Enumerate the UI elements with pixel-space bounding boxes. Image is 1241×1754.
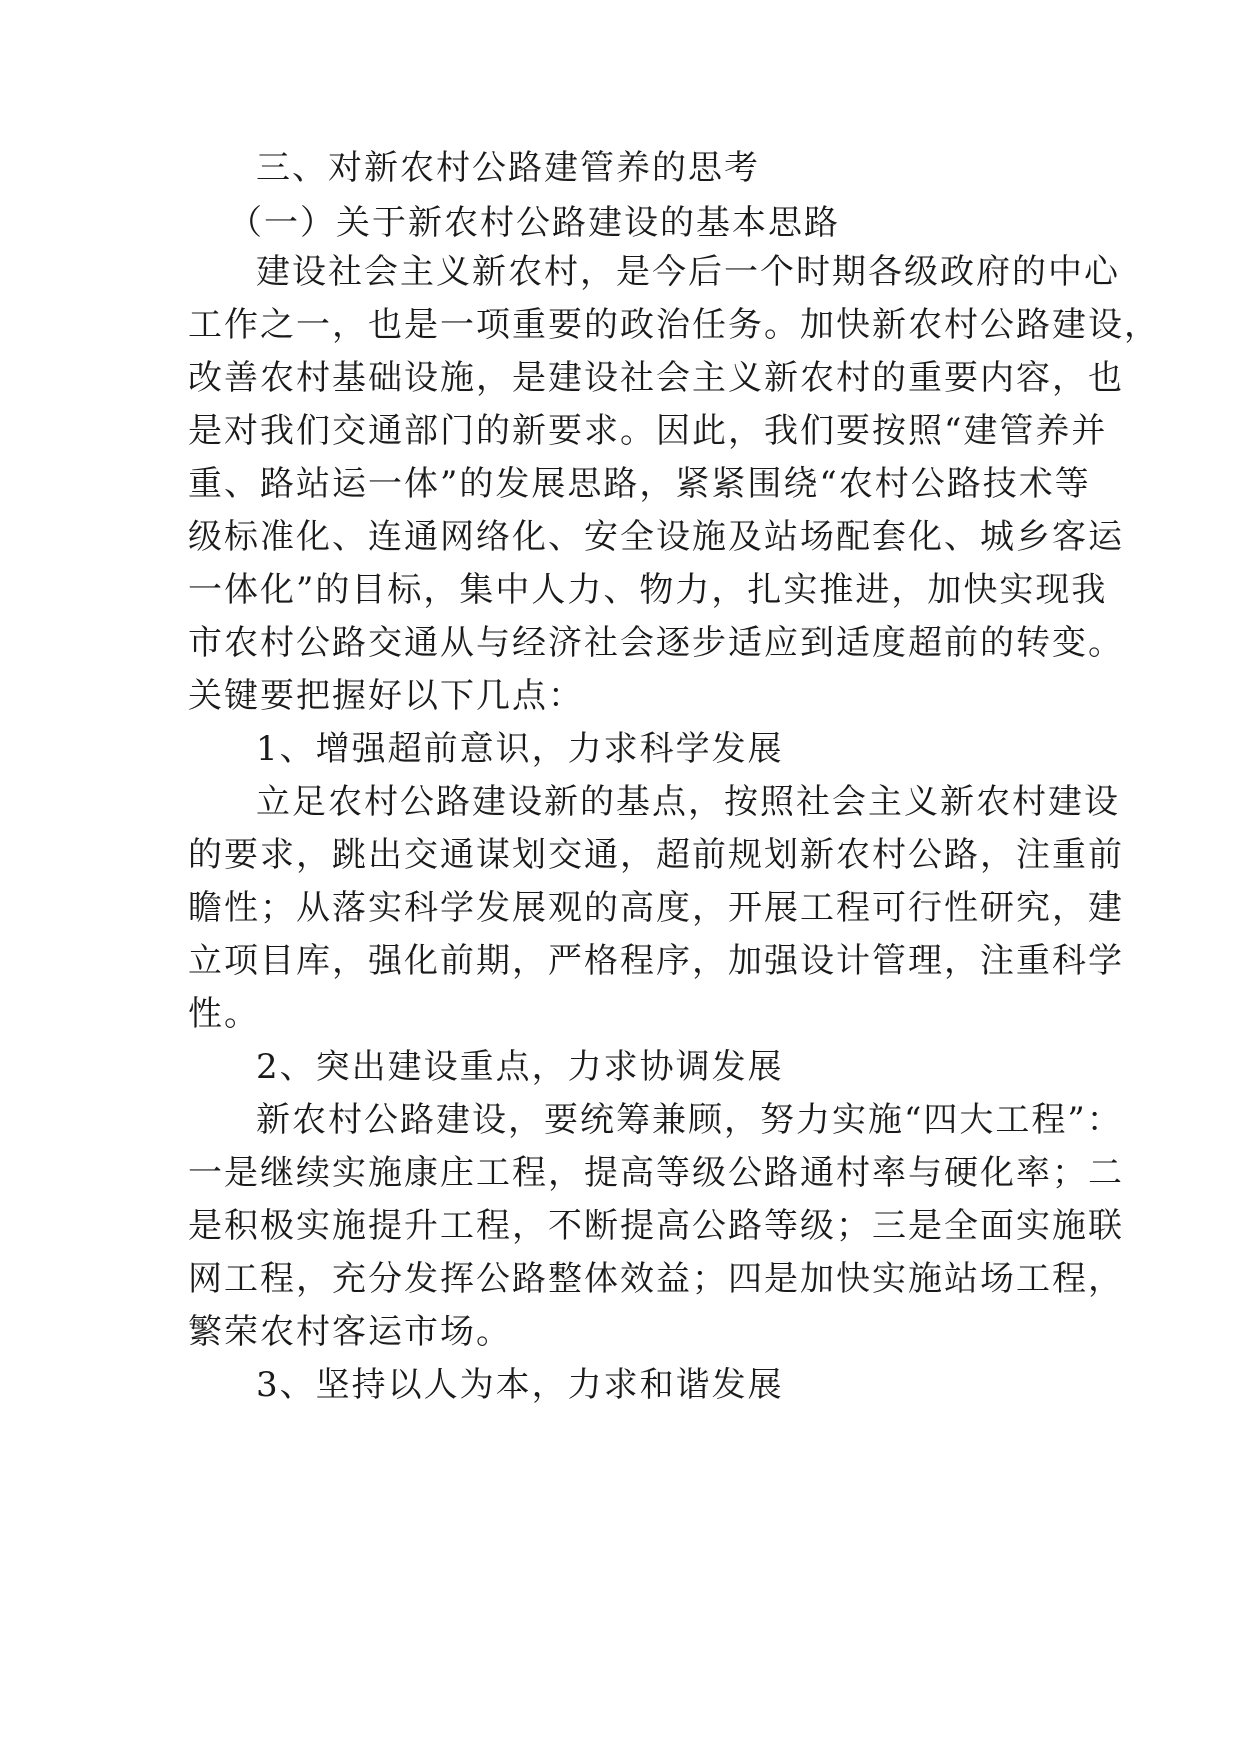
- paragraph-line: 建设社会主义新农村，是今后一个时期各级政府的中心: [256, 252, 1120, 292]
- point-title: 2、突出建设重点，力求协调发展: [256, 1047, 784, 1087]
- section-heading: 三、对新农村公路建管养的思考: [256, 148, 760, 188]
- paragraph-line: 一是继续实施康庄工程，提高等级公路通村率与硬化率；二: [188, 1153, 1124, 1193]
- paragraph-line: 是对我们交通部门的新要求。因此，我们要按照“建管养并: [188, 411, 1108, 451]
- paragraph-line: 立足农村公路建设新的基点，按照社会主义新农村建设: [256, 782, 1120, 822]
- paragraph-line: 级标准化、连通网络化、安全设施及站场配套化、城乡客运: [188, 517, 1124, 557]
- paragraph-line: 关键要把握好以下几点：: [188, 676, 584, 716]
- paragraph-line: 性。: [188, 994, 260, 1034]
- paragraph-line: 网工程，充分发挥公路整体效益；四是加快实施站场工程，: [188, 1259, 1124, 1299]
- subsection-heading: （一）关于新农村公路建设的基本思路: [228, 203, 840, 243]
- paragraph-line: 市农村公路交通从与经济社会逐步适应到适度超前的转变。: [188, 623, 1124, 663]
- paragraph-line: 重、路站运一体”的发展思路，紧紧围绕“农村公路技术等: [188, 464, 1091, 504]
- paragraph-line: 立项目库，强化前期，严格程序，加强设计管理，注重科学: [188, 941, 1124, 981]
- paragraph-line: 新农村公路建设，要统筹兼顾，努力实施“四大工程”：: [256, 1100, 1123, 1140]
- paragraph-line: 改善农村基础设施，是建设社会主义新农村的重要内容，也: [188, 358, 1124, 398]
- paragraph-line: 一体化”的目标，集中人力、物力，扎实推进，加快实现我: [188, 570, 1108, 610]
- paragraph-line: 的要求，跳出交通谋划交通，超前规划新农村公路，注重前: [188, 835, 1124, 875]
- point-title: 1、增强超前意识，力求科学发展: [256, 729, 784, 769]
- paragraph-line: 繁荣农村客运市场。: [188, 1312, 512, 1352]
- point-title: 3、坚持以人为本，力求和谐发展: [256, 1365, 784, 1405]
- paragraph-line: 工作之一，也是一项重要的政治任务。加快新农村公路建设，: [188, 305, 1160, 345]
- paragraph-line: 是积极实施提升工程，不断提高公路等级；三是全面实施联: [188, 1206, 1124, 1246]
- paragraph-line: 瞻性；从落实科学发展观的高度，开展工程可行性研究，建: [188, 888, 1124, 928]
